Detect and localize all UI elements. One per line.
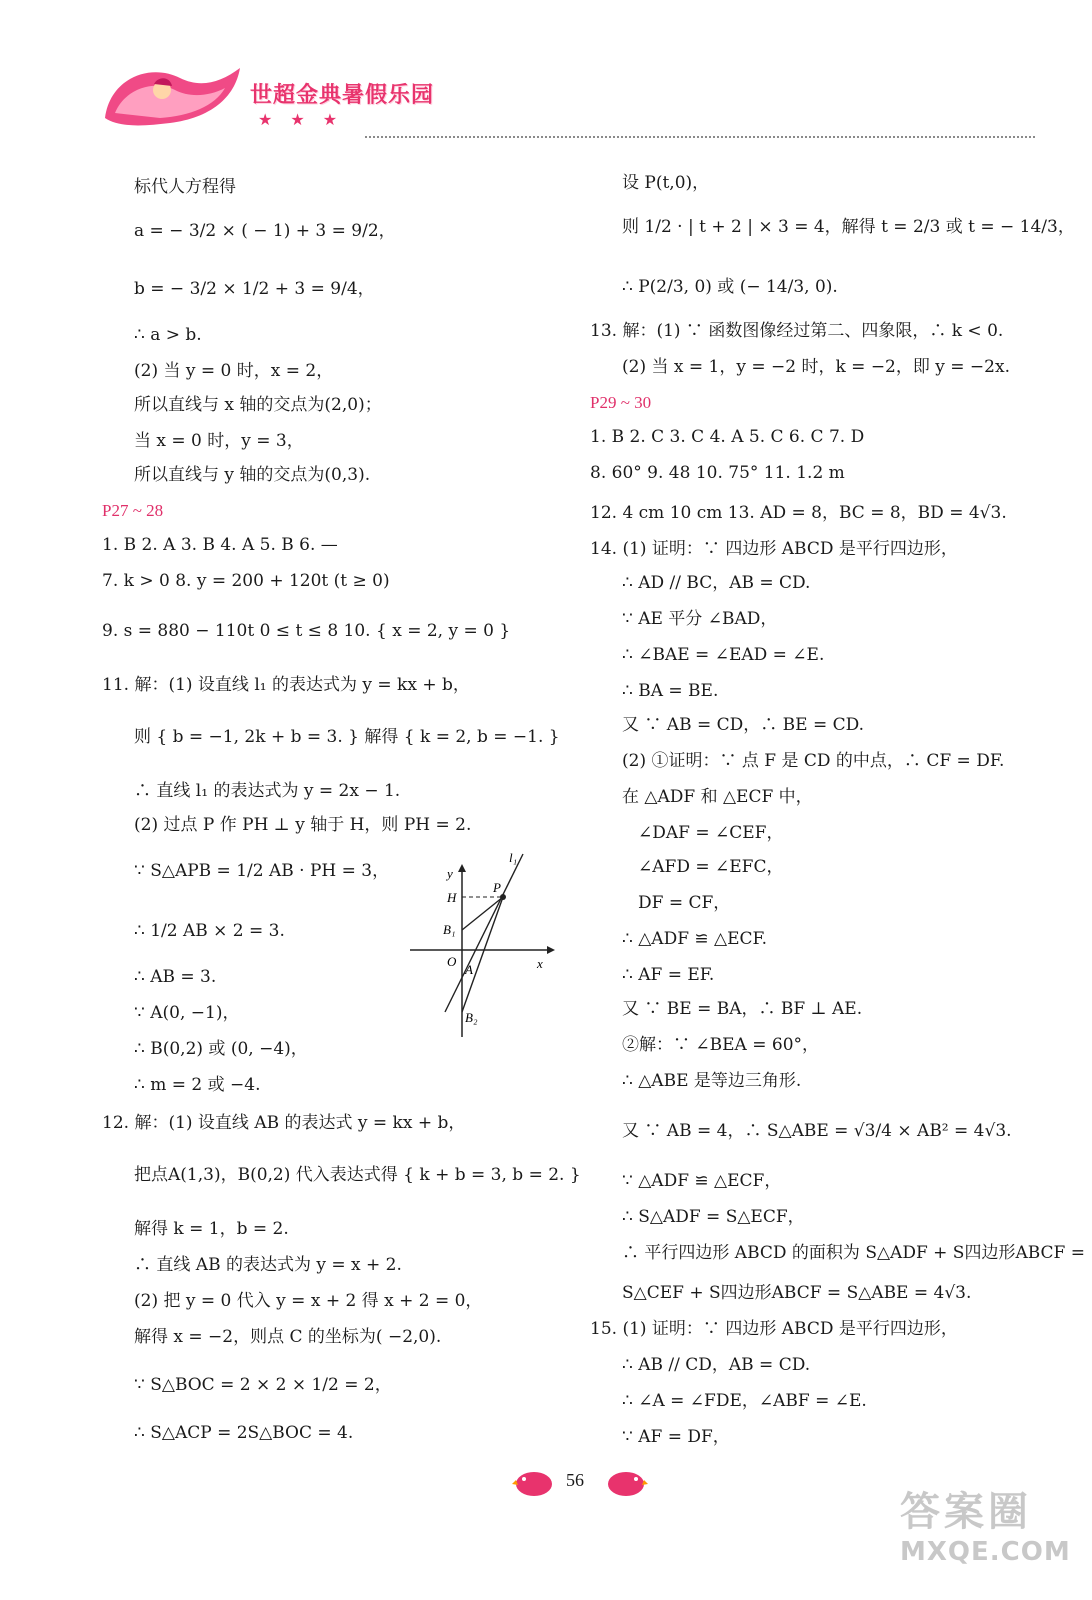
wave-logo-icon (100, 58, 250, 138)
answer-line: ∴ AB = 3. (134, 967, 217, 987)
answer-line: (2) 把 y = 0 代入 y = x + 2 得 x + 2 = 0， (134, 1291, 483, 1311)
answer-line: 11. 解：(1) 设直线 l₁ 的表达式为 y = kx + b， (102, 675, 470, 695)
answer-line: ∴ ∠A = ∠FDE，∠ABF = ∠E. (622, 1391, 867, 1411)
answer-line: ∵ AF = DF， (622, 1427, 730, 1447)
label-o: O (447, 954, 457, 969)
y-axis-arrow-icon (458, 864, 466, 872)
x-axis-arrow-icon (547, 946, 555, 954)
answer-line: ∴ 平行四边形 ABCD 的面积为 S△ADF + S四边形ABCF = (622, 1243, 1085, 1263)
answer-line: ∠AFD = ∠EFC， (638, 857, 784, 877)
answer-line: ∴ 直线 AB 的表达式为 y = x + 2. (134, 1255, 402, 1275)
line-l1 (445, 854, 523, 1012)
answer-line: 解得 x = −2，则点 C 的坐标为( −2,0). (134, 1327, 442, 1347)
label-b1: B₁ (443, 922, 456, 937)
answer-line: b = − 3/2 × 1/2 + 3 = 9/4， (134, 279, 375, 299)
answer-line: ∴ 直线 l₁ 的表达式为 y = 2x − 1. (134, 781, 401, 801)
page-header (0, 0, 1092, 150)
answer-line: (2) 过点 P 作 PH ⊥ y 轴于 H，则 PH = 2. (134, 815, 472, 835)
brand-title: 世超金典暑假乐园 (250, 83, 435, 108)
answer-line: ∵ AE 平分 ∠BAD， (622, 609, 778, 629)
label-p: P (493, 880, 501, 895)
answer-line: ∴ BA = BE. (622, 681, 719, 701)
answer-line: 则 1/2 · | t + 2 | × 3 = 4，解得 t = 2/3 或 t = − 14/3， (622, 217, 1075, 237)
label-h: H (447, 890, 457, 905)
answer-line: (2) 当 x = 1，y = −2 时，k = −2，即 y = −2x. (622, 357, 1010, 377)
answer-line: 所以直线与 y 轴的交点为(0,3). (134, 465, 371, 485)
answer-line: 13. 解：(1) ∵ 函数图像经过第二、四象限，∴ k < 0. (590, 321, 1004, 341)
answer-line: 8. 60° 9. 48 10. 75° 11. 1.2 m (590, 463, 845, 483)
answer-line: a = − 3/2 × ( − 1) + 3 = 9/2， (134, 221, 396, 241)
right-bird-icon (604, 1466, 648, 1498)
watermark (900, 1480, 1070, 1567)
section-heading: P27 ~ 28 (102, 501, 164, 520)
answer-line: 14. (1) 证明：∵ 四边形 ABCD 是平行四边形， (590, 539, 958, 559)
answer-line: ∴ 1/2 AB × 2 = 3. (134, 921, 285, 941)
label-l1: l₁ (509, 850, 518, 865)
answer-line: ∴ m = 2 或 −4. (134, 1075, 261, 1095)
answer-line: 12. 4 cm 10 cm 13. AD = 8，BC = 8，BD = 4√3. (590, 503, 1007, 523)
answer-line: ∴ △ADF ≌ △ECF. (622, 929, 768, 949)
answer-line: 又 ∵ BE = BA，∴ BF ⊥ AE. (622, 999, 863, 1019)
answer-line: ∴ a > b. (134, 325, 202, 345)
label-b2: B₂ (465, 1010, 478, 1025)
answer-line: 15. (1) 证明：∵ 四边形 ABCD 是平行四边形， (590, 1319, 958, 1339)
answer-line: ∴ △ABE 是等边三角形. (622, 1071, 802, 1091)
label-y: y (447, 866, 453, 881)
answer-line: ∴ S△ADF = S△ECF， (622, 1207, 805, 1227)
answer-line: ∠DAF = ∠CEF， (638, 823, 784, 843)
answer-line: ∵ S△BOC = 2 × 2 × 1/2 = 2， (134, 1375, 392, 1395)
answer-line: 1. B 2. A 3. B 4. A 5. B 6. — (102, 535, 338, 555)
answer-line: ∴ P(2/3, 0) 或 (− 14/3, 0). (622, 277, 838, 297)
answer-line: 解得 k = 1，b = 2. (134, 1219, 289, 1239)
answer-line: 把点A(1,3)，B(0,2) 代入表达式得 { k + b = 3, b = 2. } (134, 1165, 581, 1185)
left-bird-icon (512, 1466, 556, 1498)
answer-line: ∴ ∠BAE = ∠EAD = ∠E. (622, 645, 825, 665)
answer-line: 设 P(t,0)， (622, 173, 710, 193)
label-x: x (537, 956, 543, 971)
answer-line: S△CEF + S四边形ABCF = S△ABE = 4√3. (622, 1283, 972, 1303)
label-a: A (465, 962, 473, 977)
answer-line: 又 ∵ AB = 4，∴ S△ABE = √3/4 × AB² = 4√3. (622, 1121, 1012, 1141)
watermark-url: MXQE.COM (900, 1537, 1071, 1567)
answer-line: 当 x = 0 时，y = 3， (134, 431, 304, 451)
answer-line: 7. k > 0 8. y = 200 + 120t (t ≥ 0) (102, 571, 390, 591)
header-divider (365, 136, 1035, 138)
answer-line: DF = CF， (638, 893, 731, 913)
answer-line: (2) ①证明：∵ 点 F 是 CD 的中点，∴ CF = DF. (622, 751, 1005, 771)
answer-line: ∴ AF = EF. (622, 965, 715, 985)
answer-line: ∴ S△ACP = 2S△BOC = 4. (134, 1423, 354, 1443)
answer-line: 又 ∵ AB = CD，∴ BE = CD. (622, 715, 865, 735)
answer-line: ∴ B(0,2) 或 (0, −4)， (134, 1039, 308, 1059)
answer-line: 在 △ADF 和 △ECF 中， (622, 787, 813, 807)
answer-line: ②解：∵ ∠BEA = 60°， (622, 1035, 820, 1055)
stars-decoration: ★★★ (258, 110, 356, 129)
answer-line: 9. s = 880 − 110t 0 ≤ t ≤ 8 10. { x = 2, y = 0 } (102, 621, 511, 641)
section-heading: P29 ~ 30 (590, 393, 652, 412)
answer-line: ∵ S△APB = 1/2 AB · PH = 3， (134, 861, 390, 881)
answer-line: ∵ △ADF ≌ △ECF， (622, 1171, 782, 1191)
answer-line: ∴ AD // BC，AB = CD. (622, 573, 811, 593)
answer-line: ∵ A(0, −1)， (134, 1003, 240, 1023)
answer-line: ∴ AB // CD，AB = CD. (622, 1355, 811, 1375)
answer-line: 所以直线与 x 轴的交点为(2,0)； (134, 395, 382, 415)
page-number: 56 (566, 1470, 584, 1490)
answer-line: 则 { b = −1, 2k + b = 3. } 解得 { k = 2, b = −1. } (134, 727, 560, 747)
coordinate-graph (405, 842, 555, 1042)
answer-line: (2) 当 y = 0 时，x = 2， (134, 361, 334, 381)
answer-line: 标代人方程得 (134, 177, 236, 197)
answer-line: 1. B 2. C 3. C 4. A 5. C 6. C 7. D (590, 427, 865, 447)
answer-line: 12. 解：(1) 设直线 AB 的表达式 y = kx + b， (102, 1113, 466, 1133)
watermark-logo: 答案圈 (900, 1489, 1032, 1535)
